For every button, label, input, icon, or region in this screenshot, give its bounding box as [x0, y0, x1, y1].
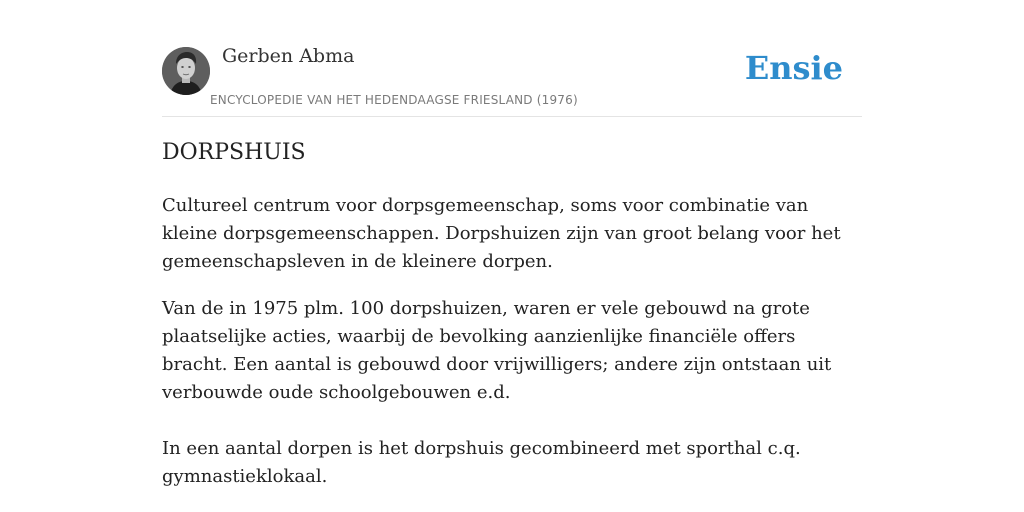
entry-paragraph: Cultureel centrum voor dorpsgemeenschap, soms voor combinatie van kleine dorpsgemeenschappen. Dorpshuizen zijn van groot belang voor het gemeenschapsleven in de kleinere dorpen.	[162, 195, 841, 272]
entry-paragraph: In een aantal dorpen is het dorpshuis gecombineerd met sporthal c.q. gymnastieklokaal.	[162, 438, 801, 487]
source-title[interactable]: ENCYCLOPEDIE VAN HET HEDENDAAGSE FRIESLAND (1976)	[210, 93, 578, 107]
entry-paragraph: Van de in 1975 plm. 100 dorpshuizen, waren er vele gebouwd na grote plaatselijke acties, waarbij de bevolking aanzienlijke financiële offers bracht. Een aantal is gebouwd door vrijwilligers; andere zijn ontstaan uit verbouwde oude schoolgebouwen e.d.	[162, 298, 832, 403]
entry-body	[162, 192, 862, 491]
author-avatar[interactable]	[162, 47, 210, 95]
entry-title: DORPSHUIS	[162, 140, 306, 165]
author-portrait-icon	[162, 47, 210, 95]
ensie-logo[interactable]: Ensie	[744, 49, 843, 87]
entry-header	[162, 0, 862, 117]
author-name[interactable]: Gerben Abma	[222, 45, 355, 67]
